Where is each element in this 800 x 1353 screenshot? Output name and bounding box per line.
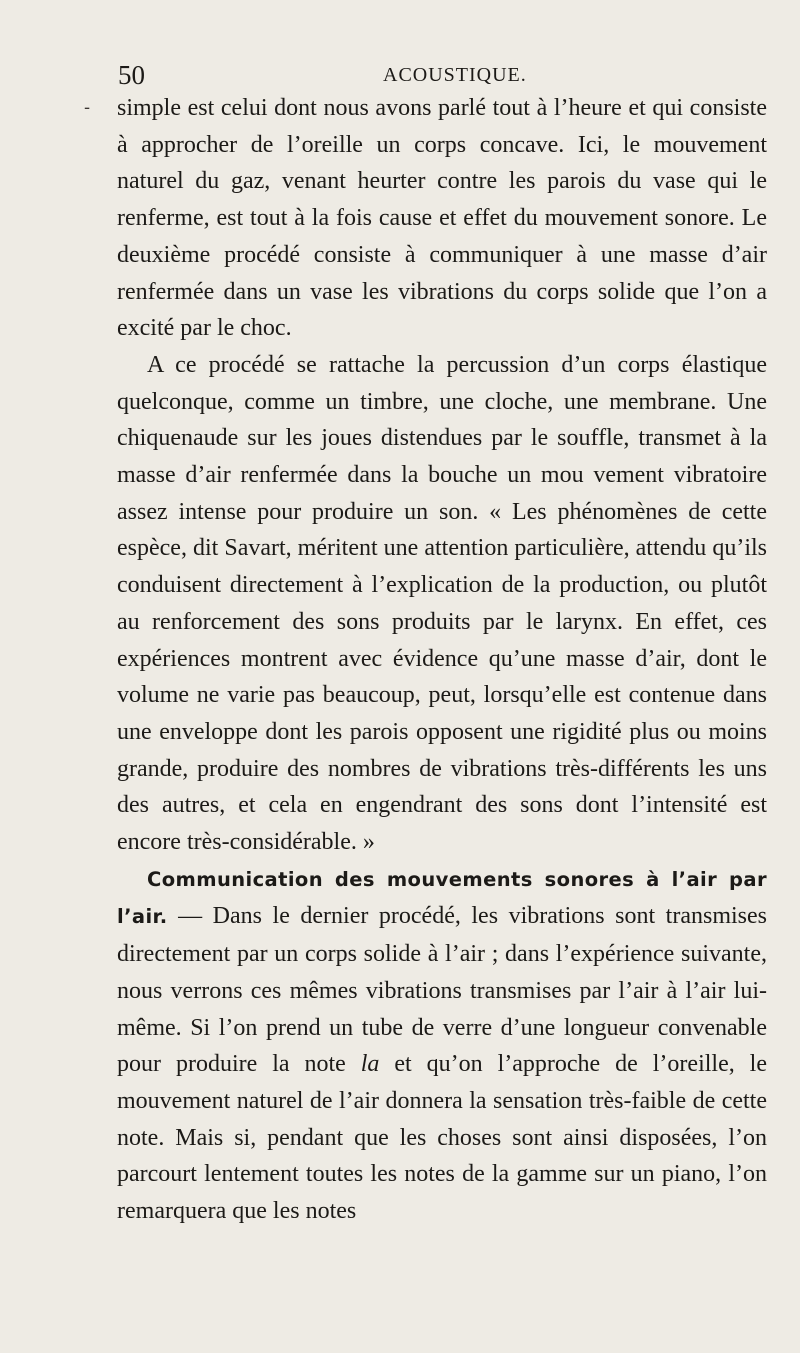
- paragraph-3-text-a: — Dans le dernier procédé, les vibrations sont transmises directement par un corps solide à l’air ; dans l’expérience suivante, nous verrons ces mêmes vibrations transmises par l’air à l’air lui-même. Si l’on prend un tube de verre d’une longueur convenable pour produire la note: [117, 903, 767, 1078]
- paragraph-3-text-b: et qu’on l’approche de l’oreille, le mouvement naturel de l’air donnera la sensation très-faible de cette note. Mais si, pendant que les choses sont ainsi disposées, l’on parcourt lentement toutes les notes de la gamme sur un piano, l’on remarquera que les notes: [117, 1051, 767, 1225]
- body-text: [117, 90, 767, 1230]
- paragraph-3: [117, 861, 767, 1230]
- section-heading: Communication des mouvements sonores à l’air par l’air.: [117, 867, 767, 929]
- paragraph-1: simple est celui dont nous avons parlé tout à l’heure et qui consiste à approcher de l’oreille un corps concave. Ici, le mouvement naturel du gaz, venant heurter contre les parois du vase qui le renferme, est tout à la fois cause et effet du mouvement sonore. Le deuxième procédé consiste à communiquer à une masse d’air renfermée dans un vase les vibrations du corps solide que l’on a excité par le choc.: [117, 95, 767, 342]
- paragraph-2: A ce procédé se rattache la percussion d’un corps élastique quelconque, comme un timbre, une cloche, une membrane. Une chiquenaude sur les joues distendues par le souffle, transmet à la masse d’air renfermée dans la bouche un mou vement vibratoire assez intense pour produire un son. « Les phénomènes de cette espèce, dit Savart, méritent une attention particulière, attendu qu’ils conduisent directement à l’explication de la production, ou plutôt au renforcement des sons produits par le larynx. En effet, ces expériences montrent avec évidence qu’une masse d’air, dont le volume ne varie pas beaucoup, peut, lorsqu’elle est contenue dans une enveloppe dont les parois opposent une rigidité plus ou moins grande, produire des nombres de vibrations très-différents les uns des autres, et cela en engendrant des sons dont l’intensité est encore très-considérable. »: [117, 351, 767, 856]
- running-head: ACOUSTIQUE.: [383, 64, 527, 86]
- page-number: 50: [118, 60, 145, 90]
- margin-mark: -: [84, 97, 91, 118]
- note-la: la: [360, 1051, 380, 1078]
